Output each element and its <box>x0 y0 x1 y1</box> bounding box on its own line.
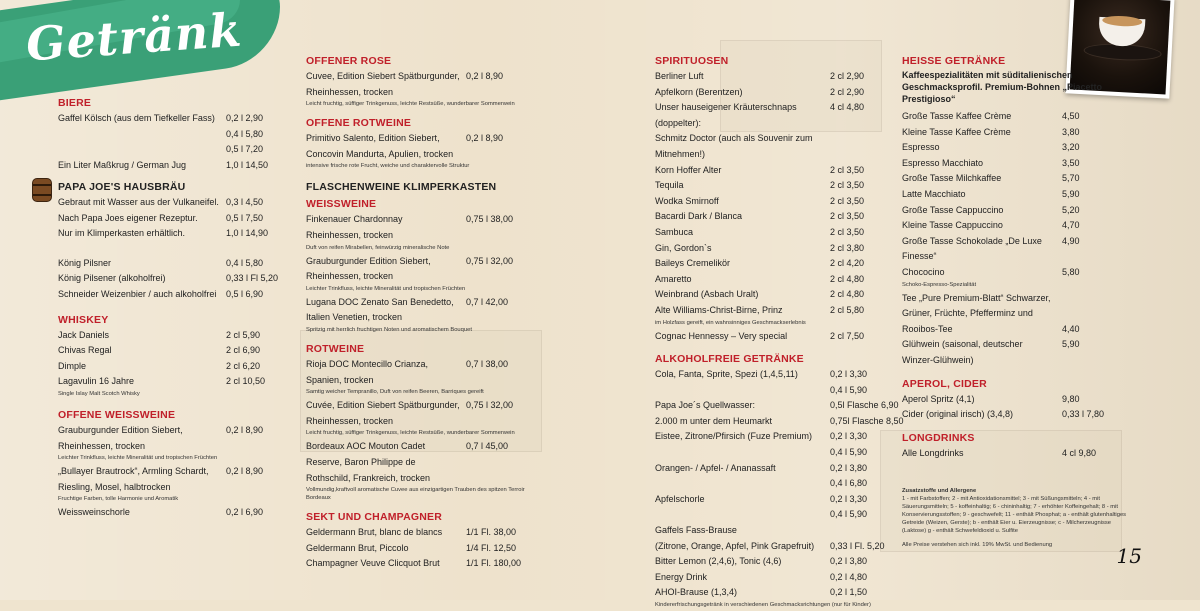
menu-row: Gin, Gordon`s 2 cl 3,80 <box>655 242 865 253</box>
menu-row: Wodka Smirnoff 2 cl 3,50 <box>655 195 865 206</box>
menu-row: 0,4 l 5,80 <box>226 128 264 139</box>
item-note: Spritzig mit herrlich fruchtigen Noten und aromatischem Bouquet <box>306 326 472 333</box>
menu-row: Espresso Macchiato 3,50 <box>902 157 1080 168</box>
item-note: Schoko-Espresso-Spezialität <box>902 281 977 288</box>
item-note: Fruchtige Farben, tolle Harmonie und Aromatik <box>58 496 179 503</box>
menu-row: Geldermann Brut, blanc de blancs 1/1 Fl. 38,00 <box>306 527 517 538</box>
page-title: Getränk <box>24 2 244 72</box>
menu-row: Gaffel Kölsch (aus dem Tiefkeller Fass) 0,2 l 2,90 <box>58 113 264 123</box>
menu-row: Grauburgunder Edition Siebert, Rheinhessen, trocken 0,75 l 32,00 <box>306 255 514 282</box>
menu-row: Korn Hoffer Alter 2 cl 3,50 <box>655 164 865 175</box>
section-heading: HEISSE GETRÄNKE <box>902 55 1006 67</box>
menu-row: König Pilsener (alkoholfrei) 0,33 l Fl 5,20 <box>58 273 279 284</box>
menu-row: Papa Joe´s Quellwasser: 0,5l Flasche 6,90 <box>655 400 899 411</box>
menu-row: Bitter Lemon (2,4,6), Tonic (4,6) 0,2 l 3,80 <box>655 556 868 567</box>
menu-row: 2.000 m unter dem Heumarkt 0,75l Flasche 8,50 <box>655 415 904 426</box>
section-heading: ALKOHOLFREIE GETRÄNKE <box>655 353 804 366</box>
menu-row: Cuvee, Edition Siebert Spätburgunder, Rheinhessen, trocken 0,2 l 8,90 <box>306 71 504 97</box>
section-heading: OFFENE ROTWEINE <box>306 117 412 130</box>
section-heading: OFFENER ROSE <box>306 55 392 67</box>
menu-row: Lugana DOC Zenato San Benedetto, Italien Venetien, trocken 0,7 l 42,00 <box>306 296 509 323</box>
column-1-hausbraeu <box>58 180 278 521</box>
menu-row: (Zitrone, Orange, Apfel, Pink Grapefruit) 0,33 l Fl. 5,20 <box>655 540 885 551</box>
menu-row: Primitivo Salento, Edition Siebert, Concovin Mandurta, Apulien, trocken 0,2 l 8,90 <box>306 133 504 159</box>
column-1 <box>58 96 278 173</box>
menu-row: Bacardi Dark / Blanca 2 cl 3,50 <box>655 211 865 222</box>
section-heading: BIERE <box>58 97 92 109</box>
menu-row: Geldermann Brut, Piccolo 1/4 Fl. 12,50 <box>306 542 517 553</box>
menu-row: Jack Daniels 2 cl 5,90 <box>58 329 261 340</box>
section-heading: SEKT UND CHAMPAGNER <box>306 511 443 524</box>
menu-row: Lagavulin 16 Jahre 2 cl 10,50 <box>58 376 266 387</box>
menu-row: AHOI-Brause (1,3,4) 0,2 l 1,50 <box>655 587 868 598</box>
menu-row: Gebraut mit Wasser aus der Vulkaneifel. 0,3 l 4,50 <box>58 197 264 207</box>
menu-row: Cuvée, Edition Siebert Spätburgunder, Rheinhessen, trocken 0,75 l 32,00 <box>306 400 514 426</box>
menu-row: Chococino 5,80 <box>902 266 1080 277</box>
item-note: Leichter Trinkfluss, leichte Mineralität und tropischen Früchten <box>58 455 218 462</box>
section-heading: APEROL, CIDER <box>902 377 987 390</box>
menu-row: Weinbrand (Asbach Uralt) 2 cl 4,80 <box>655 289 865 300</box>
item-note: intensive frische rote Frucht, weiche und charaktervolle Struktur <box>306 163 470 170</box>
section-heading: LONGDRINKS <box>902 431 975 444</box>
column-4 <box>902 54 1132 549</box>
menu-row: König Pilsner 0,4 l 5,80 <box>58 257 264 268</box>
section-heading: PAPA JOE'S HAUSBRÄU <box>58 181 186 193</box>
barrel-icon <box>32 178 52 202</box>
menu-row: Tee „Pure Premium-Blatt“ Schwarzer, Grüner, Früchte, Pfefferminz und Rooibos-Tee 4,40 <box>902 292 1080 334</box>
menu-row: Espresso 3,20 <box>902 142 1080 153</box>
menu-row: Alle Longdrinks 4 cl 9,80 <box>902 447 1097 458</box>
allergen-title: Zusatzstoffe und Allergene <box>902 488 977 495</box>
menu-row: Sambuca 2 cl 3,50 <box>655 226 865 237</box>
menu-row: 0,4 l 5,90 <box>830 509 868 520</box>
page-number: 15 <box>1116 544 1142 568</box>
menu-row: Unser hauseigener Kräuterschnaps (doppelter): 4 cl 4,80 <box>655 102 865 128</box>
section-heading: SPIRITUOSEN <box>655 55 729 67</box>
menu-row: Champagner Veuve Clicquot Brut 1/1 Fl. 180,00 <box>306 558 522 569</box>
section-heading: ROTWEINE <box>306 342 365 355</box>
menu-row: Bordeaux AOC Mouton Cadet Reserve, Baron Philippe de Rothschild, Frankreich, trocken 0,7 l 45,00 <box>306 441 509 483</box>
menu-row: Große Tasse Cappuccino 5,20 <box>902 204 1080 215</box>
menu-row: Große Tasse Milchkaffee 5,70 <box>902 173 1080 184</box>
menu-row: Finkenauer Chardonnay Rheinhessen, trocken 0,75 l 38,00 <box>306 214 514 240</box>
menu-row: Schneider Weizenbier / auch alkoholfrei 0,5 l 6,90 <box>58 288 264 299</box>
item-note: Single Islay Malt Scotch Whisky <box>58 390 140 397</box>
menu-row: Grauburgunder Edition Siebert, Rheinhessen, trocken 0,2 l 8,90 <box>58 424 264 451</box>
section-heading: OFFENE WEISSWEINE <box>58 408 176 421</box>
menu-row: Berliner Luft 2 cl 2,90 <box>655 71 865 81</box>
menu-row: Tequila 2 cl 3,50 <box>655 180 865 191</box>
menu-row: Cola, Fanta, Sprite, Spezi (1,4,5,11) 0,2 l 3,30 <box>655 369 868 380</box>
menu-row: Große Tasse Schokolade „De Luxe Finesse“ 4,90 <box>902 235 1080 262</box>
item-note: Leichter Trinkfluss, leichte Mineralität und tropischen Früchten <box>306 285 466 292</box>
item-note: Vollmundig,kraftvoll aromatische Cuvee aus einzigartigen Trauben des spitzen Terroir Bordeaux <box>306 487 525 502</box>
menu-row: Kleine Tasse Kaffee Crème 3,80 <box>902 126 1080 137</box>
price-footnote: Alle Preise verstehen sich inkl. 19% MwSt. und Bedienung <box>902 542 1053 549</box>
menu-row: Latte Macchiato 5,90 <box>902 188 1080 199</box>
menu-row: Eistee, Zitrone/Pfirsich (Fuze Premium) 0,2 l 3,30 <box>655 431 868 442</box>
menu-row: Schmitz Doctor (auch als Souvenir zum Mitnehmen!) <box>655 133 813 159</box>
menu-row: Dimple 2 cl 6,20 <box>58 360 261 371</box>
menu-row: Orangen- / Apfel- / Ananassaft 0,2 l 3,80 <box>655 462 868 473</box>
item-note: Leicht fruchtig, süffiger Trinkgenuss, leichte Restsüße, wunderbarer Sommerwein <box>306 430 515 437</box>
menu-row: Energy Drink 0,2 l 4,80 <box>655 571 868 582</box>
item-note: Leicht fruchtig, süffiger Trinkgenuss, leichte Restsüße, wunderbarer Sommerwein <box>306 101 515 108</box>
menu-row: Nach Papa Joes eigener Rezeptur. 0,5 l 7,50 <box>58 212 264 223</box>
menu-row: Aperol Spritz (4,1) 9,80 <box>902 393 1080 404</box>
menu-row: Apfelschorle 0,2 l 3,30 <box>655 493 868 504</box>
menu-row: 0,4 l 5,90 <box>830 447 868 458</box>
allergen-text: 1 - mit Farbstoffen; 2 - mit Antioxidationsmittel; 3 - mit Süßungsmitteln; 4 - mit Säuerungsmitteln; 5 - koffeinhaltig; 6 - chininhaltig; 7 - erhöhter Koffeingehalt; 8 - mit Konservierungsstoffen; 9 - geschwefelt; 11 - enthält Phosphat; a - enthält glutenhaltiges Getreide (Weizen, Gerste); b - enthält Eier u. Eierzeugnisse; c - Milcherzeugnisse (Laktose) g - enthält Schwefeldioxid u. Sulfite <box>902 496 1127 535</box>
allergen-notes <box>902 487 1132 549</box>
menu-row: Große Tasse Kaffee Crème 4,50 <box>902 111 1080 121</box>
item-note: Duft von reifen Mirabellen, feinwürzig mineralische Note <box>306 244 450 251</box>
menu-row: Nur im Klimperkasten erhältlich. 1,0 l 14,90 <box>58 228 269 239</box>
menu-row: Amaretto 2 cl 4,80 <box>655 273 865 284</box>
item-note: Samtig weicher Tempranillo, Duft von reifen Beeren, Barriques gereift <box>306 389 484 396</box>
menu-row: Baileys Cremelikör 2 cl 4,20 <box>655 258 865 269</box>
menu-row: 0,4 l 6,80 <box>830 478 868 489</box>
menu-row: 0,5 l 7,20 <box>226 144 264 155</box>
coffee-intro: Kaffeespezialitäten mit süditalienischen Geschmacksprofil. Premium-Bohnen „Piacetto Prestigioso“ <box>902 70 1103 104</box>
menu-row: Glühwein (saisonal, deutscher Winzer-Glühwein) 5,90 <box>902 339 1080 365</box>
column-2 <box>306 54 546 572</box>
menu-row: Cider (original irisch) (3,4,8) 0,33 l 7,80 <box>902 409 1105 420</box>
item-note: im Holzfass gereift, ein wahnsinniges Geschmackserlebnis <box>655 319 806 326</box>
menu-row: Gaffels Fass-Brause <box>655 525 737 536</box>
menu-row: Apfelkorn (Berentzen) 2 cl 2,90 <box>655 86 865 97</box>
menu-row: Alte Williams-Christ-Birne, Prinz 2 cl 5,80 <box>655 304 865 315</box>
menu-row: Kleine Tasse Cappuccino 4,70 <box>902 220 1080 231</box>
menu-row: Weissweinschorle 0,2 l 6,90 <box>58 507 264 518</box>
section-heading: WHISKEY <box>58 313 109 326</box>
menu-row: Chivas Regal 2 cl 6,90 <box>58 345 261 356</box>
item-note: Kindererfrischungsgetränk in verschiedenen Geschmacksrichtungen (nur für Kinder) <box>655 602 871 608</box>
section-heading: WEISSWEINE <box>306 198 377 211</box>
menu-row: „Bullayer Brautrock“, Armling Schardt, Riesling, Mosel, halbtrocken 0,2 l 8,90 <box>58 466 264 492</box>
menu-row: 0,4 l 5,90 <box>830 384 868 395</box>
section-heading: FLASCHENWEINE KLIMPERKASTEN <box>306 181 497 194</box>
column-3 <box>655 54 904 611</box>
menu-row: Cognac Hennessy – Very special 2 cl 7,50 <box>655 330 865 341</box>
menu-row: Ein Liter Maßkrug / German Jug 1,0 l 14,50 <box>58 159 269 170</box>
menu-row: Rioja DOC Montecillo Crianza, Spanien, trocken 0,7 l 38,00 <box>306 358 509 385</box>
